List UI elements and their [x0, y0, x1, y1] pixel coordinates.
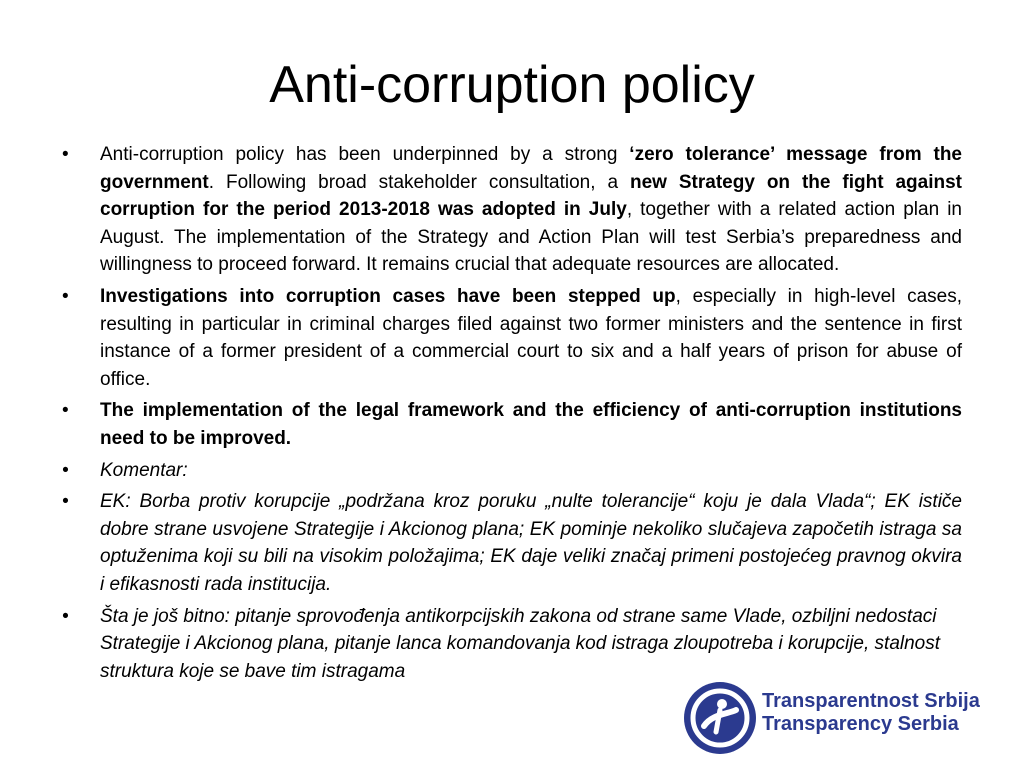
bullet-text: Komentar:	[100, 459, 188, 481]
bullet-item	[62, 457, 962, 485]
bullet-text-bold: ‘zero tolerance’ message from the government	[100, 144, 962, 193]
bullet-marker: •	[62, 491, 69, 513]
bullet-text: . Following broad stakeholder consultation, a	[208, 171, 630, 193]
bullet-marker: •	[62, 605, 69, 627]
logo-text-line1: Transparentnost Srbija	[762, 690, 980, 712]
bullet-item	[62, 603, 962, 686]
bullet-text-bold: The implementation of the legal framework and the efficiency of anti-corruption institutions need to be improved.	[100, 400, 962, 449]
logo-mark-icon	[682, 680, 758, 756]
bullet-text-bold: new Strategy on the fight against corruption for the period 2013-2018 was adopted in July	[100, 171, 962, 221]
slide-title: Anti-corruption policy	[269, 56, 755, 114]
bullet-marker: •	[62, 459, 69, 481]
bullet-marker: •	[62, 285, 69, 307]
bullet-item	[62, 141, 962, 279]
bullet-marker: •	[62, 400, 69, 422]
bullet-item	[62, 397, 962, 452]
bullet-text: , especially in high-level cases, resulting in particular in criminal charges filed against two former ministers and the sentence in first instance of a former president of a commercial court to six and a half years of prison for abuse of office.	[100, 285, 962, 390]
bullet-text: Šta je još bitno: pitanje sprovođenja antikorpcijskih zakona od strane same Vlade, ozbiljni nedostaci Strategije i Akcionog plana, pitanje lanca komandovanja kod istraga zloupotreba i korupcije, stalnost struktura koje se bave tim istragama	[100, 605, 941, 682]
organization-logo	[682, 680, 1012, 760]
bullet-text: EK: Borba protiv korupcije „podržana kroz poruku „nulte tolerancije“ koju je dala Vlada“; EK ističe dobre strane usvojene Strategije i Akcionog plana; EK pominje nekoliko slučajeva započetih istraga sa optuženima koji su bili na visokim položajima; EK daje veliki značaj primeni postojećeg pravnog okvira i efikasnosti rada institucija.	[100, 491, 962, 595]
bullet-item	[62, 488, 962, 598]
bullet-text: , together with a related action plan in August. The implementation of the Strategy and Action Plan will test Serbia’s preparedness and willingness to proceed forward. It remains crucial that adequate resources are allocated.	[100, 199, 962, 276]
bullet-text-bold: Investigations into corruption cases have been stepped up	[100, 285, 676, 307]
bullet-item	[62, 283, 962, 393]
logo-text-line2: Transparency Serbia	[762, 713, 959, 735]
bullet-text: Anti-corruption policy has been underpinned by a strong	[100, 144, 630, 165]
bullet-list	[62, 141, 962, 689]
bullet-marker: •	[62, 144, 69, 165]
